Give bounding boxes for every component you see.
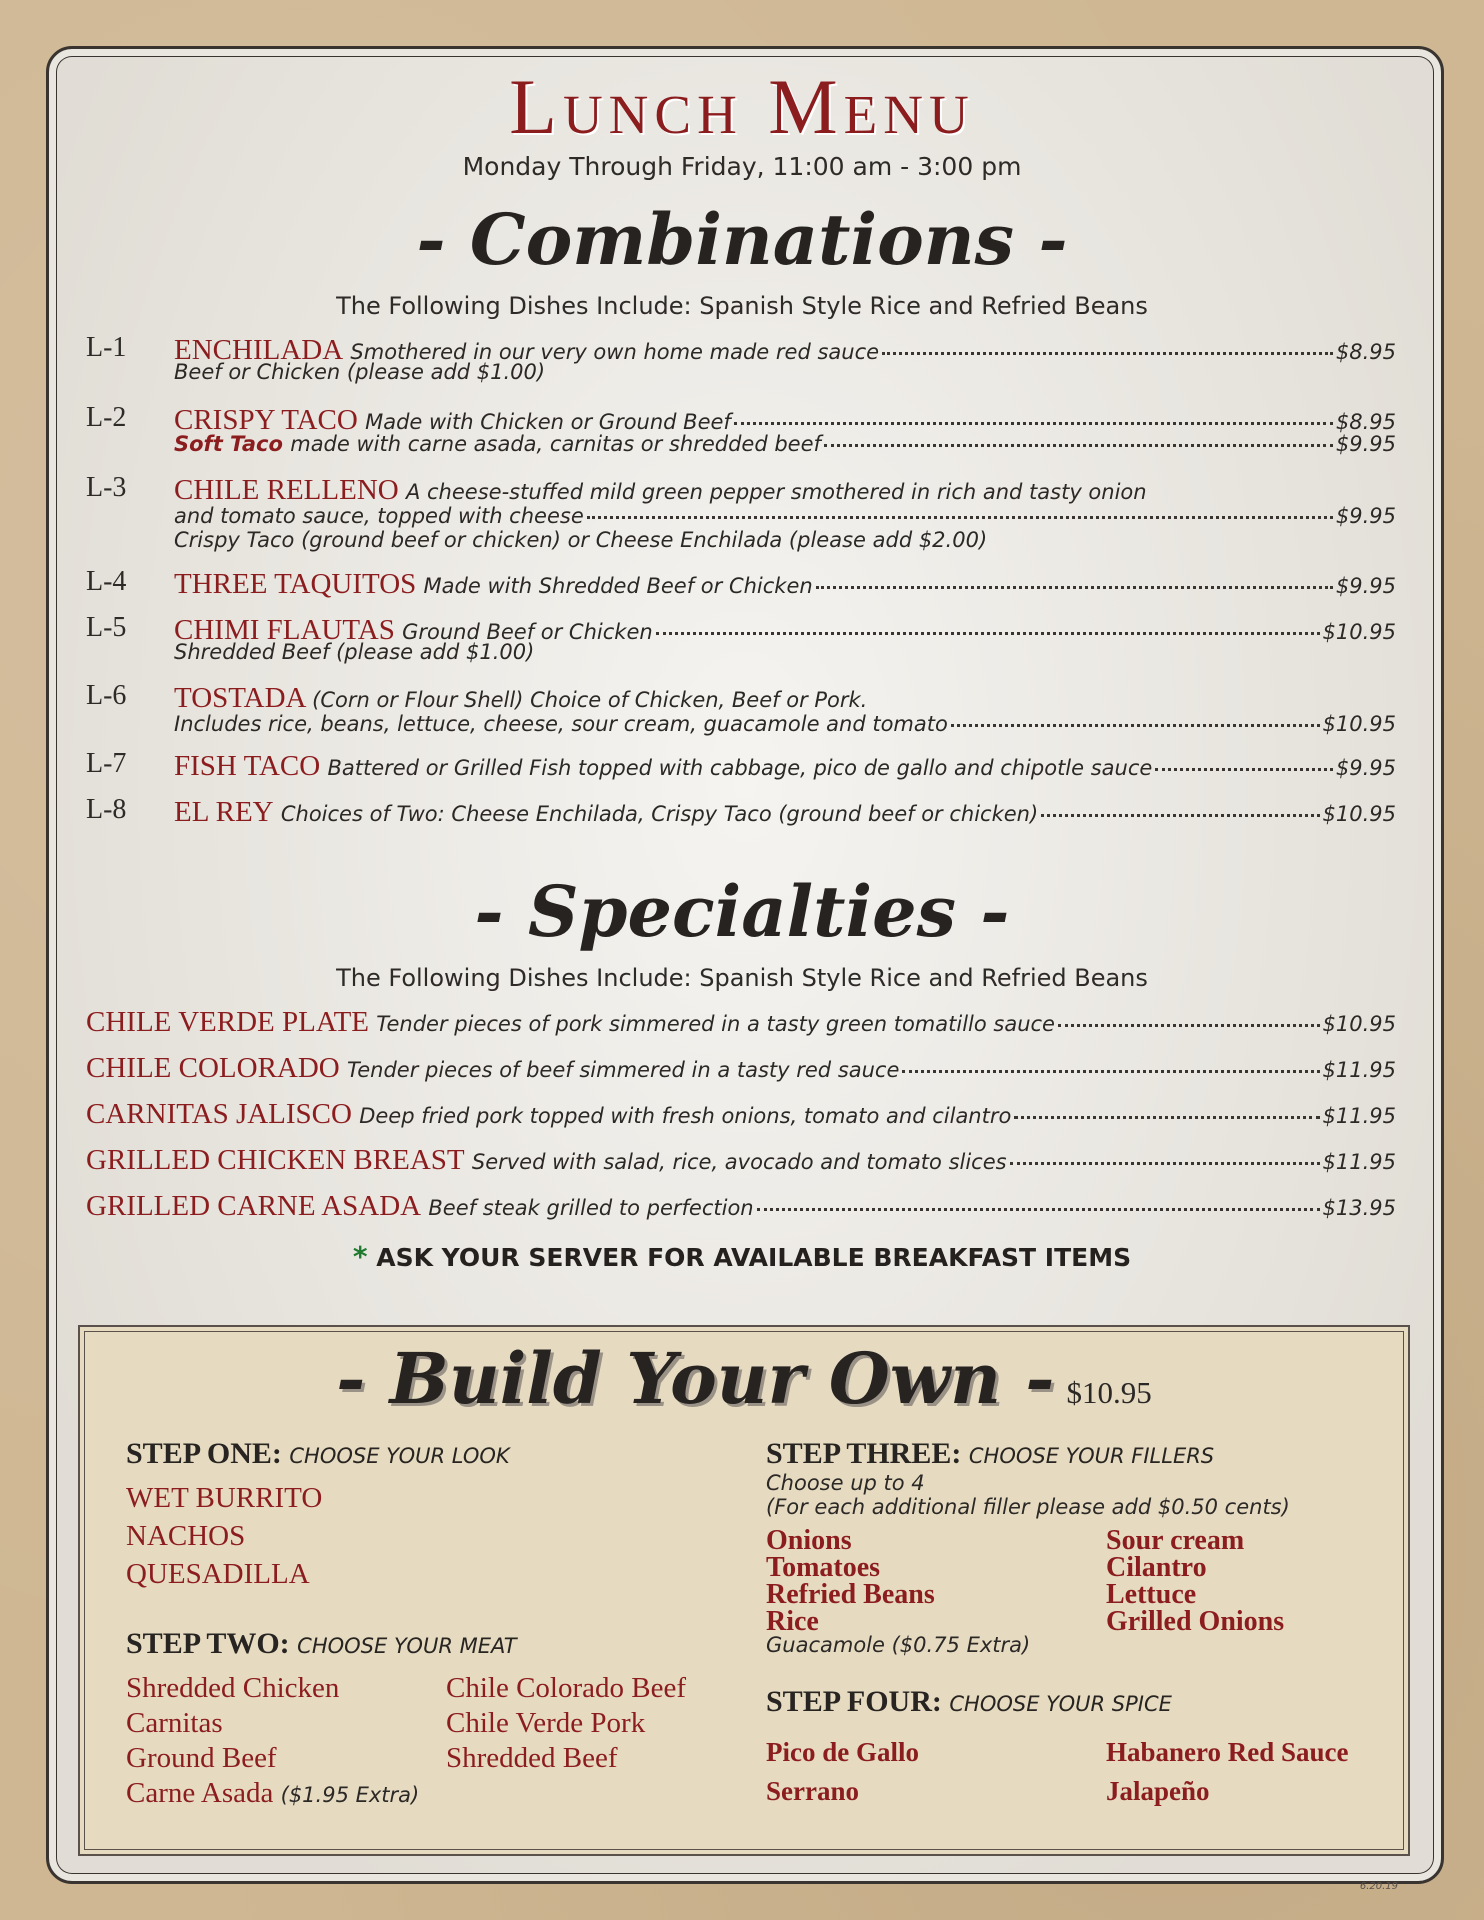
build-your-own-box bbox=[78, 1325, 1410, 1856]
item-code: L-8 bbox=[86, 794, 127, 825]
menu-line bbox=[174, 750, 1396, 783]
item-code: L-2 bbox=[86, 402, 127, 433]
item-code: L-6 bbox=[86, 680, 127, 711]
item-price: $8.95 bbox=[1335, 340, 1396, 364]
item-name: CHILE VERDE PLATE bbox=[86, 1006, 377, 1038]
build-heading-row bbox=[80, 1337, 1408, 1420]
step-one-label: STEP ONE: bbox=[126, 1437, 282, 1470]
step-three-note2: (For each additional filler please add $0.50 cents) bbox=[766, 1495, 1290, 1519]
list-item: Tomatoes bbox=[766, 1552, 881, 1583]
item-desc: Ground Beef or Chicken bbox=[402, 620, 653, 644]
build-heading: - Build Your Own - bbox=[336, 1337, 1055, 1420]
list-item: Pico de Gallo bbox=[766, 1737, 919, 1767]
date-stamp: 6.20.19 bbox=[1359, 1881, 1398, 1892]
item-extra: Shredded Beef (please add $1.00) bbox=[174, 640, 535, 664]
combinations-subheading: The Following Dishes Include: Spanish Style Rice and Refried Beans bbox=[336, 292, 1148, 320]
item-code: L-3 bbox=[86, 472, 127, 503]
page-title: Lunch Menu bbox=[509, 63, 975, 150]
menu-line bbox=[86, 1190, 1396, 1223]
item-desc: (Corn or Flour Shell) Choice of Chicken, Beef or Pork. bbox=[312, 688, 868, 712]
leader-dots bbox=[882, 352, 1333, 355]
build-price: $10.95 bbox=[1066, 1375, 1152, 1410]
menu-line bbox=[86, 1006, 1396, 1039]
hours-text: Monday Through Friday, 11:00 am - 3:00 pm bbox=[462, 152, 1022, 181]
item-price: $13.95 bbox=[1322, 1196, 1396, 1220]
item-price: $9.95 bbox=[1335, 432, 1396, 456]
list-item: Chile Colorado Beef bbox=[446, 1672, 687, 1704]
item-name: TOSTADA bbox=[174, 682, 313, 714]
item-code: L-5 bbox=[86, 612, 127, 643]
step-four-col2 bbox=[1106, 1733, 1349, 1811]
item-code: L-7 bbox=[86, 748, 127, 779]
leader-dots bbox=[902, 1070, 1319, 1073]
breakfast-note-text: ASK YOUR SERVER FOR AVAILABLE BREAKFAST ITEMS bbox=[376, 1243, 1132, 1272]
menu-line bbox=[174, 568, 1396, 601]
item-price: $9.95 bbox=[1335, 574, 1396, 598]
step-two-heading bbox=[126, 1627, 517, 1661]
step-two-col2 bbox=[446, 1671, 686, 1776]
item-extra: Crispy Taco (ground beef or chicken) or Cheese Enchilada (please add $2.00) bbox=[174, 528, 988, 552]
leader-dots bbox=[1014, 1116, 1319, 1119]
step-one-options bbox=[126, 1479, 322, 1593]
step-two-label: STEP TWO: bbox=[126, 1627, 290, 1660]
item-name: CHIMI FLAUTAS bbox=[174, 614, 403, 646]
step-four-heading bbox=[766, 1685, 1172, 1719]
carne-asada-note: ($1.95 Extra) bbox=[280, 1783, 420, 1807]
leader-dots bbox=[1155, 768, 1333, 771]
item-desc-2: and tomato sauce, topped with cheese bbox=[174, 504, 584, 528]
asterisk-icon: * bbox=[352, 1240, 368, 1273]
item-price: $11.95 bbox=[1322, 1104, 1396, 1128]
menu-line bbox=[86, 1052, 1396, 1085]
item-name: GRILLED CARNE ASADA bbox=[86, 1190, 429, 1222]
item-name: CARNITAS JALISCO bbox=[86, 1098, 360, 1130]
item-name: EL REY bbox=[174, 796, 281, 828]
leader-dots bbox=[951, 724, 1320, 727]
item-name: CHILE COLORADO bbox=[86, 1052, 347, 1084]
item-desc: A cheese-stuffed mild green pepper smothered in rich and tasty onion bbox=[405, 480, 1147, 504]
item-desc: Deep fried pork topped with fresh onions, tomato and cilantro bbox=[359, 1104, 1012, 1128]
item-desc: Battered or Grilled Fish topped with cabbage, pico de gallo and chipotle sauce bbox=[327, 756, 1153, 780]
list-item: Onions bbox=[766, 1525, 852, 1556]
list-item: Carnitas bbox=[126, 1707, 223, 1739]
alt-item-name: Soft Taco bbox=[174, 432, 291, 456]
list-item: Sour cream bbox=[1106, 1525, 1245, 1556]
item-price: $10.95 bbox=[1322, 1012, 1396, 1036]
item-price: $10.95 bbox=[1322, 802, 1396, 826]
menu-line bbox=[86, 1098, 1396, 1131]
step-three-desc: CHOOSE YOUR FILLERS bbox=[968, 1444, 1215, 1468]
item-name: CHILE RELLENO bbox=[174, 474, 406, 506]
step-one-heading bbox=[126, 1437, 510, 1471]
item-desc: Tender pieces of pork simmered in a tasty green tomatillo sauce bbox=[376, 1012, 1055, 1036]
item-desc-2: Includes rice, beans, lettuce, cheese, sour cream, guacamole and tomato bbox=[174, 712, 948, 736]
carne-asada-option: Carne Asada bbox=[126, 1777, 274, 1809]
list-item: Habanero Red Sauce bbox=[1106, 1737, 1349, 1767]
item-desc: Made with Shredded Beef or Chicken bbox=[423, 574, 813, 598]
list-item: Jalapeño bbox=[1106, 1776, 1210, 1806]
item-extra: Beef or Chicken (please add $1.00) bbox=[174, 360, 546, 384]
item-price: $11.95 bbox=[1322, 1058, 1396, 1082]
specialties-subheading: The Following Dishes Include: Spanish Style Rice and Refried Beans bbox=[336, 964, 1148, 992]
item-desc: Smothered in our very own home made red sauce bbox=[350, 340, 880, 364]
list-item: Serrano bbox=[766, 1776, 859, 1806]
combinations-heading: - Combinations - bbox=[416, 198, 1068, 281]
list-item: WET BURRITO bbox=[126, 1482, 323, 1514]
leader-dots bbox=[734, 422, 1333, 425]
step-three-note1: Choose up to 4 bbox=[766, 1471, 925, 1495]
list-item: Lettuce bbox=[1106, 1579, 1197, 1610]
item-price: $10.95 bbox=[1322, 620, 1396, 644]
step-three-heading bbox=[766, 1437, 1214, 1471]
item-code: L-4 bbox=[86, 566, 127, 597]
list-item: Shredded Beef bbox=[446, 1742, 618, 1774]
leader-dots bbox=[587, 516, 1333, 519]
item-name: GRILLED CHICKEN BREAST bbox=[86, 1144, 472, 1176]
item-price: $9.95 bbox=[1335, 504, 1396, 528]
step-two-col1 bbox=[126, 1671, 419, 1813]
step-four-label: STEP FOUR: bbox=[766, 1685, 942, 1718]
item-price: $10.95 bbox=[1322, 712, 1396, 736]
leader-dots bbox=[824, 444, 1333, 447]
item-desc: Served with salad, rice, avocado and tomato slices bbox=[471, 1150, 1007, 1174]
list-item: Chile Verde Pork bbox=[446, 1707, 646, 1739]
step-one-desc: CHOOSE YOUR LOOK bbox=[289, 1444, 510, 1468]
item-desc: Made with Chicken or Ground Beef bbox=[365, 410, 731, 434]
list-item: QUESADILLA bbox=[126, 1558, 310, 1590]
item-price: $11.95 bbox=[1322, 1150, 1396, 1174]
menu-line bbox=[174, 712, 1396, 736]
leader-dots bbox=[1058, 1024, 1320, 1027]
leader-dots bbox=[1041, 814, 1319, 817]
list-item: NACHOS bbox=[126, 1520, 246, 1552]
menu-line bbox=[174, 682, 867, 715]
menu-line bbox=[174, 504, 1396, 528]
step-three-col2 bbox=[1106, 1527, 1284, 1635]
list-item bbox=[126, 1776, 419, 1813]
item-name: FISH TACO bbox=[174, 750, 328, 782]
menu-line bbox=[174, 432, 1396, 456]
leader-dots bbox=[656, 632, 1320, 635]
item-name: THREE TAQUITOS bbox=[174, 568, 424, 600]
step-four-col1 bbox=[766, 1733, 919, 1811]
item-name: ENCHILADA bbox=[174, 334, 351, 366]
item-price: $9.95 bbox=[1335, 756, 1396, 780]
item-price: $8.95 bbox=[1335, 410, 1396, 434]
breakfast-note bbox=[0, 1240, 1484, 1273]
specialties-heading: - Specialties - bbox=[474, 870, 1010, 953]
list-item: Rice bbox=[766, 1606, 819, 1637]
menu-line bbox=[174, 796, 1396, 829]
leader-dots bbox=[816, 586, 1333, 589]
step-four-desc: CHOOSE YOUR SPICE bbox=[949, 1692, 1172, 1716]
item-code: L-1 bbox=[86, 332, 127, 363]
list-item: Refried Beans bbox=[766, 1579, 935, 1610]
menu-line bbox=[174, 474, 1147, 507]
list-item: Shredded Chicken bbox=[126, 1672, 340, 1704]
item-name: CRISPY TACO bbox=[174, 404, 366, 436]
leader-dots bbox=[1010, 1162, 1320, 1165]
item-desc: Tender pieces of beef simmered in a tasty red sauce bbox=[347, 1058, 900, 1082]
step-three-label: STEP THREE: bbox=[766, 1437, 962, 1470]
list-item: Cilantro bbox=[1106, 1552, 1207, 1583]
list-item: Grilled Onions bbox=[1106, 1606, 1285, 1637]
step-three-col1 bbox=[766, 1527, 935, 1635]
item-desc: Beef steak grilled to perfection bbox=[428, 1196, 754, 1220]
leader-dots bbox=[757, 1208, 1320, 1211]
list-item: Ground Beef bbox=[126, 1742, 277, 1774]
guacamole-extra: Guacamole ($0.75 Extra) bbox=[766, 1633, 1031, 1657]
menu-line bbox=[86, 1144, 1396, 1177]
item-desc: Choices of Two: Cheese Enchilada, Crispy Taco (ground beef or chicken) bbox=[280, 802, 1039, 826]
alt-item-desc: made with carne asada, carnitas or shredded beef bbox=[290, 432, 821, 456]
step-two-desc: CHOOSE YOUR MEAT bbox=[297, 1634, 517, 1658]
